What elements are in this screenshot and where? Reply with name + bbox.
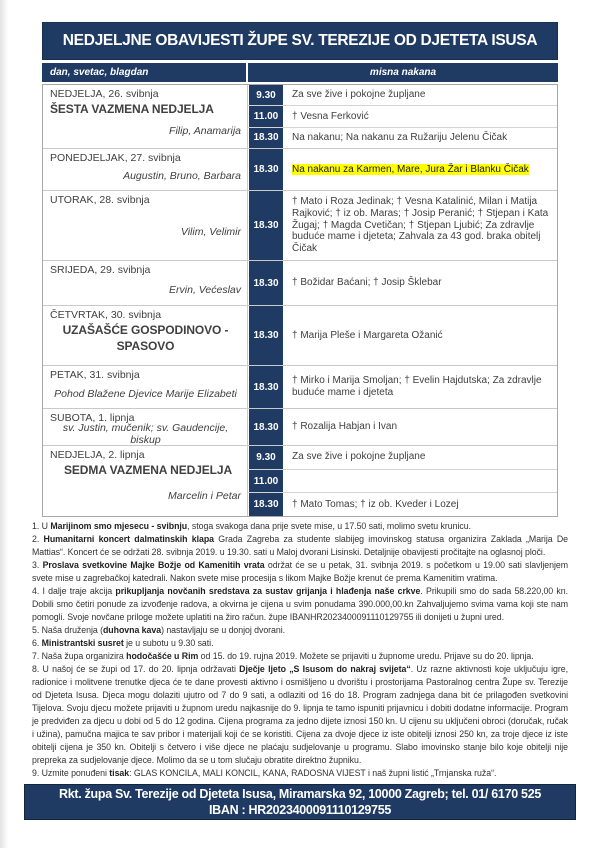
- saints-names: Augustin, Bruno, Barbara: [123, 170, 241, 182]
- announcements: [32, 520, 568, 780]
- saints-names: Filip, Anamarija: [169, 125, 241, 137]
- mass-subrow: [248, 446, 557, 470]
- saints-wrap: [50, 477, 241, 514]
- feast-name: SEDMA VAZMENA NEDJELJA: [64, 463, 233, 477]
- day-name: PETAK, 31. svibnja: [50, 369, 140, 381]
- mass-intention: [284, 85, 557, 105]
- saints-wrap: [50, 421, 241, 446]
- table-row: [43, 191, 557, 261]
- mass-intention: [284, 493, 557, 516]
- mass-intention: [284, 306, 557, 365]
- saints-wrap: [50, 206, 241, 258]
- table-row: [43, 446, 557, 516]
- masses-col: [248, 446, 557, 516]
- feast-name: ŠESTA VAZMENA NEDJELJA: [50, 102, 214, 116]
- masses-col: [248, 191, 557, 260]
- mass-time: 18.30: [248, 409, 284, 445]
- announcement-paragraph: 1. U Marijinom smo mjesecu - svibnju, stoga svakoga dana prije svete mise, u 17.50 sati, molimo svetu krunicu.: [32, 521, 471, 531]
- mass-intention-text: † Božidar Baćani; † Josip Šklebar: [292, 277, 442, 289]
- day-name: SUBOTA, 1. lipnja: [50, 412, 135, 424]
- mass-intention-text: † Marija Pleše i Margareta Ožanić: [292, 329, 443, 341]
- mass-time: 18.30: [248, 149, 284, 190]
- day-name: SRIJEDA, 29. svibnja: [50, 264, 151, 276]
- table-header-row: [42, 63, 558, 82]
- day-name: PONEDJELJAK, 27. svibnja: [50, 152, 181, 164]
- mass-intention: [284, 149, 557, 190]
- masses-col: [248, 261, 557, 305]
- mass-intention: [284, 409, 557, 445]
- mass-subrow: [248, 366, 557, 408]
- mass-subrow: [248, 409, 557, 445]
- table-row: [43, 306, 557, 366]
- mass-intention-text: † Mirko i Marija Smoljan; † Evelin Hajdutska; Za zdravlje buduće mame i djeteta: [292, 375, 542, 398]
- feast-name: SPASOVO: [116, 339, 175, 353]
- footer-iban: IBAN : HR2023400091110129755: [208, 803, 392, 817]
- day-cell: [43, 149, 248, 190]
- mass-time: 18.30: [248, 191, 284, 260]
- saints-names: Vilim, Velimir: [180, 226, 241, 238]
- saints-names: Pohod Blažene Djevice Marije Elizabeti: [54, 387, 237, 400]
- day-cell: [43, 261, 248, 305]
- page-title: NEDJELJNE OBAVIJESTI ŽUPE SV. TEREZIJE OD DJETETA ISUSA: [42, 22, 558, 60]
- mass-table-body: [42, 84, 558, 517]
- mass-intention-text: Za sve žive i pokojne župljane: [292, 89, 426, 101]
- day-name: NEDJELJA, 26. svibnja: [50, 88, 159, 100]
- mass-subrow: [248, 128, 557, 148]
- table-row: [43, 366, 557, 409]
- table-row: [43, 149, 557, 191]
- announcement-paragraph: 2. Humanitarni koncert dalmatinskih klapa Grada Zagreba za studente slabijeg imovinskog statusa organizira Zaklada „Marija De Mattias“. Koncert će se održati 28. svibnja 2019. u 19.30. sati u Maloj dvorani Lisinski. Detaljnije obavijesti pročitajte na oglasnoj ploči.: [32, 534, 568, 557]
- announcement-paragraph: 3. Proslava svetkovine Majke Božje od Kamenitih vrata održat će se u petak, 31. svibnja 2019. s početkom u 19.00 sati slavljenjem svete mise u zagrebačkoj katedrali. Nakon svete mise procesija s likom Majke Božje krenut će prema Kamenitim vratima.: [32, 560, 569, 583]
- masses-col: [248, 85, 557, 148]
- saints-names: sv. Justin, mučenik; sv. Gaudencije, biskup: [62, 421, 229, 446]
- masses-col: [248, 366, 557, 408]
- mass-intention: [284, 106, 557, 126]
- mass-subrow: [248, 493, 557, 516]
- scan-artifact: [0, 0, 8, 848]
- mass-intention-text: † Mato Tomas; † iz ob. Kveder i Lozej: [292, 498, 459, 510]
- day-name: NEDJELJA, 2. lipnja: [50, 449, 145, 461]
- announcement-paragraph: 7. Naša župa organizira hodočašće u Rim od 15. do 19. rujna 2019. Možete se prijaviti u župnome uredu. Prijave su do 20. lipnja.: [32, 651, 534, 661]
- mass-intention-text: Na nakanu; Na nakanu za Ružariju Jelenu Čičak: [292, 131, 508, 143]
- day-cell: [43, 409, 248, 445]
- column-header-day: dan, svetac, blagdan: [42, 63, 248, 82]
- mass-intention: [284, 128, 557, 148]
- mass-intention: [284, 470, 557, 493]
- masses-col: [248, 306, 557, 365]
- announcement-paragraph: 5. Naša druženja (duhovna kava) nastavljaju se u donjoj dvorani.: [32, 625, 286, 635]
- mass-intention: [284, 261, 557, 305]
- mass-subrow: [248, 85, 557, 106]
- day-cell: [43, 366, 248, 408]
- saints-wrap: [50, 276, 241, 303]
- mass-subrow: [248, 470, 557, 494]
- day-cell: [43, 191, 248, 260]
- mass-intention: [284, 366, 557, 408]
- saints-wrap: [50, 164, 241, 188]
- announcement-paragraph: 8. U našoj će se župi od 17. do 20. lipnja održavati Dječje ljeto „S Isusom do nakraj svijeta“. Uz razne aktivnosti koje uključuju igre, radionice i molitvene trenutke djeca će te dane provesti aktivno i osmišljeno u dvorištu i prostorijama Pastoralnog centra Župe sv. Terezije od Djeteta Isusa. Djeca mogu dolaziti ujutro od 7 do 9 sati, a odlaziti od 16 do 18. Program zadnjega dana bit će prilagođen svetkovini Tijelova. Svoju djecu možete prijaviti u župnom uredu najkasnije do 9. lipnja te tamo ispuniti prijavnicu i dobiti dodatne informacije. Program je predviđen za djecu u dobi od 5 do 12 godina. Cijena programa za jedno dijete iznosi 150 kn. U cijenu su uključeni obroci (doručak, ručak i užina), pamučna majica te sav pribor i materijali koji će se koristiti. Cijena za dvoje djece iz iste obitelji iznosi 250 kn, za troje djece iz iste obitelji cijena je 350 kn. Obitelji s četvero i više djece ne plaćaju sudjelovanje u programu. Slabo imovinsko stanje bilo koje obitelji nije prepreka za sudjelovanje djece. Molimo da se u tom slučaju obratite direktno župniku.: [32, 664, 568, 765]
- mass-subrow: [248, 306, 557, 365]
- saints-names: Ervin, Većeslav: [169, 283, 241, 296]
- announcement-paragraph: 9. Uzmite ponuđeni tisak: GLAS KONCILA, MALI KONCIL, KANA, RADOSNA VIJEST i naš župni listić „Trnjanska ruža“.: [32, 768, 497, 778]
- mass-time: 11.00: [248, 106, 284, 126]
- day-cell: [43, 446, 248, 516]
- day-name: ČETVRTAK, 30. svibnja: [50, 309, 162, 321]
- column-header-intention: misna nakana: [248, 63, 558, 82]
- mass-intention-text: Za sve žive i pokojne župljane: [292, 451, 426, 463]
- mass-time: 18.30: [248, 366, 284, 408]
- mass-subrow: [248, 149, 557, 190]
- mass-intention-text: † Mato i Roza Jedinak; † Vesna Katalinić, Milan i Matija Rajković; † iz ob. Maras; † Josip Peranić; † Stjepan i Kata Žugaj; † Magda Cvetičan; † Stjepan Ljubić; Za zdravlje buduće mame i djeteta; Zahvala za 43 god. braka obitelj Čičak: [292, 196, 549, 255]
- mass-time: 9.30: [248, 85, 284, 105]
- mass-time: 9.30: [248, 446, 284, 469]
- mass-intention-text: Na nakanu za Karmen, Mare, Jura Žar i Blanku Čičak: [292, 163, 529, 175]
- masses-col: [248, 409, 557, 445]
- day-cell: [43, 85, 248, 148]
- mass-intention-text: † Rozalija Habjan i Ivan: [292, 421, 398, 433]
- footer-bar: [24, 784, 576, 820]
- mass-subrow: [248, 191, 557, 260]
- mass-time: 18.30: [248, 128, 284, 148]
- mass-subrow: [248, 106, 557, 127]
- table-row: [43, 409, 557, 446]
- mass-time: 18.30: [248, 306, 284, 365]
- saints-wrap: [50, 116, 241, 146]
- mass-time: 18.30: [248, 493, 284, 516]
- table-row: [43, 85, 557, 149]
- mass-subrow: [248, 261, 557, 305]
- saints-names: Marcelin i Petar: [168, 489, 241, 502]
- masses-col: [248, 149, 557, 190]
- feast-name: UZAŠAŠĆE GOSPODINOVO -: [62, 323, 229, 337]
- mass-time: 11.00: [248, 470, 284, 493]
- mass-time: 18.30: [248, 261, 284, 305]
- mass-intention: [284, 191, 557, 260]
- announcement-paragraph: 4. I dalje traje akcija prikupljanja novčanih sredstava za sustav grijanja i hlađenja naše crkve. Prikupili smo do sada 58.220,00 kn. Dobili smo četiri ponude za izvođenje radova, a okvirna je cijena u svim ponudama 390.000,00.kn Zahvaljujemo svima vama koji ste nam pomogli. Svoje novčane priloge možete uplatiti na žiro račun. župe IBANHR2023400091110129755 ili donijeti u župni ured.: [32, 586, 568, 622]
- mass-intention: [284, 446, 557, 469]
- footer-address: Rkt. župa Sv. Terezije od Djeteta Isusa, Miramarska 92, 10000 Zagreb; tel. 01/ 6170 525: [58, 787, 542, 801]
- announcement-paragraph: 6. Ministrantski susret je u subotu u 9.30 sati.: [32, 638, 214, 648]
- day-cell: [43, 306, 248, 365]
- day-name: UTORAK, 28. svibnja: [50, 194, 150, 206]
- saints-wrap: [50, 381, 241, 406]
- table-row: [43, 261, 557, 306]
- mass-intention-text: † Vesna Ferković: [292, 110, 369, 122]
